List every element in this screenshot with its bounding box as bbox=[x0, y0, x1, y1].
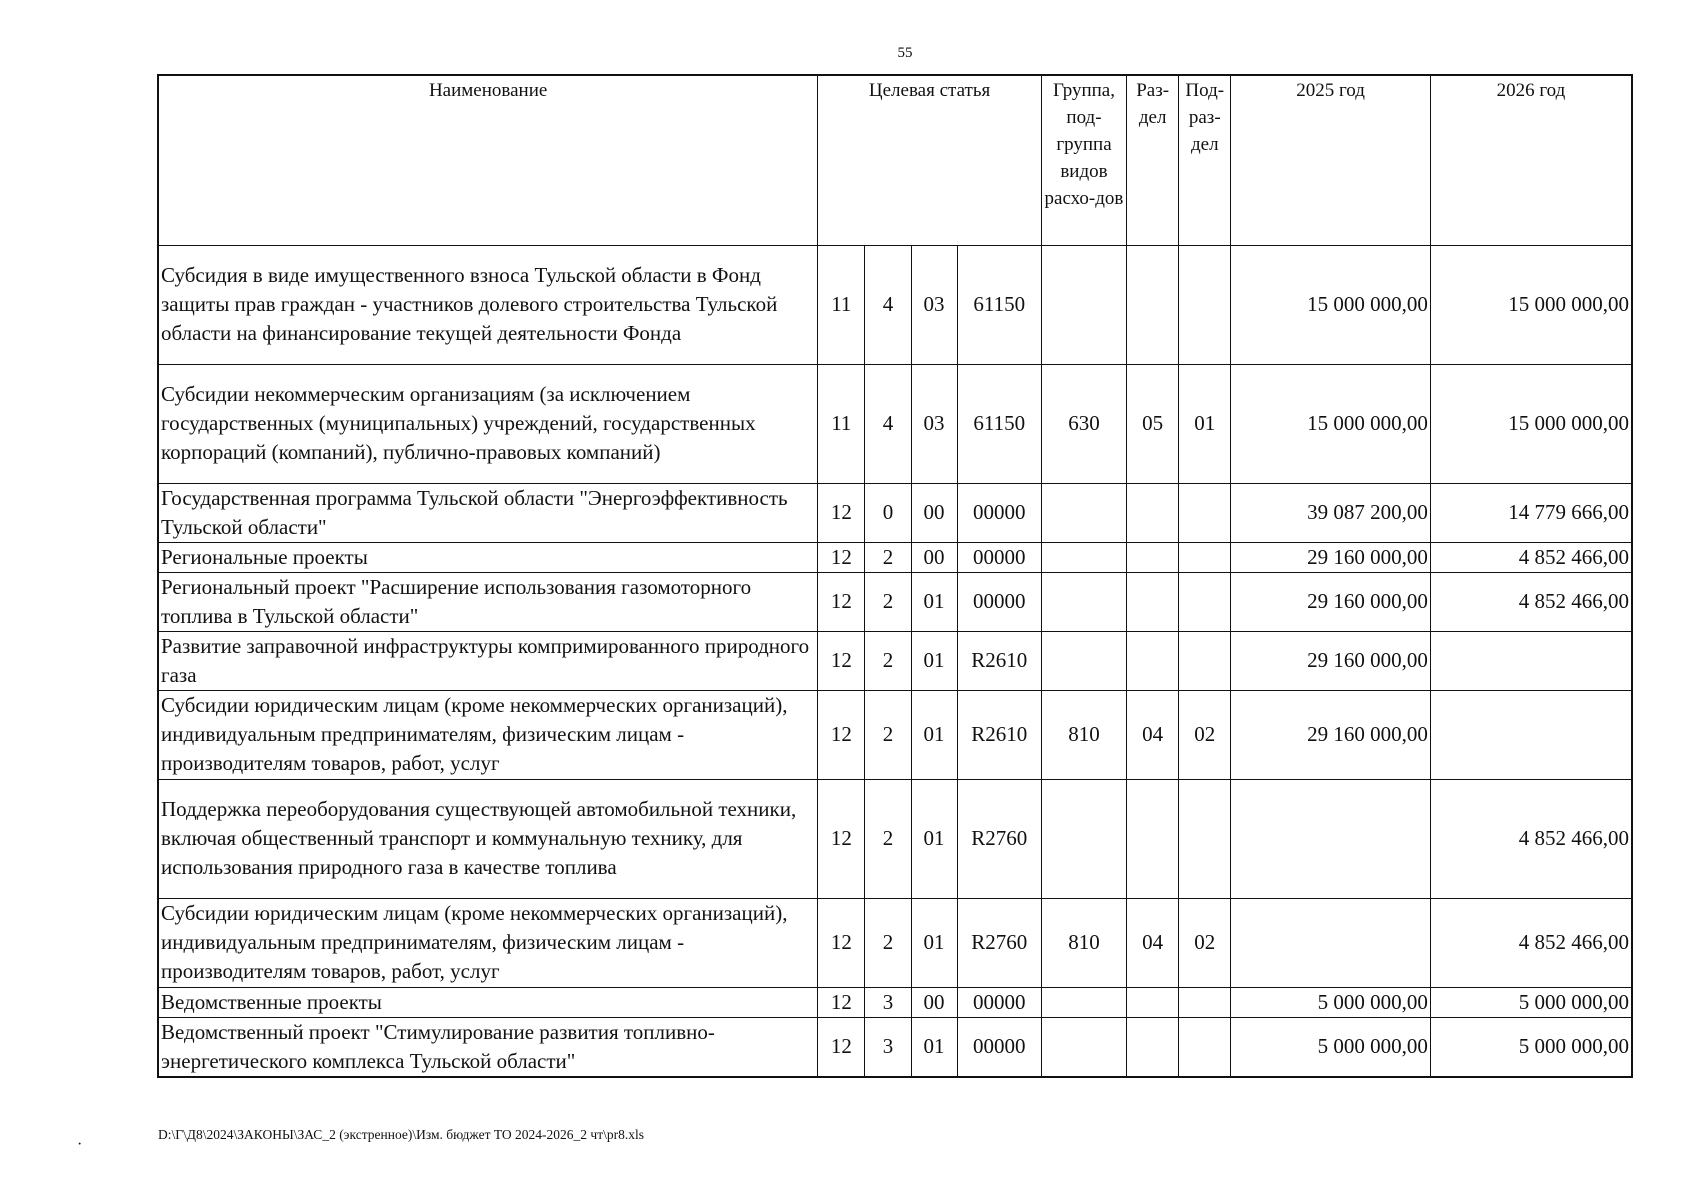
row-amount-2026: 15 000 000,00 bbox=[1430, 364, 1632, 483]
row-section bbox=[1127, 483, 1179, 542]
row-subsection: 01 bbox=[1179, 364, 1231, 483]
row-group bbox=[1041, 245, 1126, 364]
row-amount-2025 bbox=[1231, 779, 1431, 898]
row-name: Государственная программа Тульской области "Энергоэффективность Тульской области" bbox=[158, 483, 818, 542]
footer-file-path: D:\Г\Д8\2024\ЗАКОНЫ\ЗАС_2 (экстренное)\Изм. бюджет ТО 2024-2026_2 чт\pr8.xls bbox=[158, 1127, 644, 1142]
row-amount-2025: 29 160 000,00 bbox=[1231, 690, 1431, 779]
row-subprogram: 2 bbox=[865, 631, 911, 690]
row-group bbox=[1041, 483, 1126, 542]
row-program: 12 bbox=[818, 542, 865, 572]
row-section bbox=[1127, 987, 1179, 1017]
header-subsection: Под-раз-дел bbox=[1179, 75, 1231, 245]
table-row bbox=[158, 690, 1632, 779]
row-program: 12 bbox=[818, 987, 865, 1017]
row-group bbox=[1041, 987, 1126, 1017]
row-subsection bbox=[1179, 245, 1231, 364]
row-section bbox=[1127, 572, 1179, 631]
row-section bbox=[1127, 779, 1179, 898]
row-name: Субсидии юридическим лицам (кроме некоммерческих организаций), индивидуальным предпринимателям, физическим лицам - производителям товаров, работ, услуг bbox=[158, 690, 818, 779]
row-program: 12 bbox=[818, 898, 865, 987]
header-section: Раз-дел bbox=[1127, 75, 1179, 245]
row-element: 01 bbox=[911, 690, 957, 779]
row-group: 810 bbox=[1041, 898, 1126, 987]
budget-table bbox=[157, 74, 1633, 1078]
row-amount-2026: 4 852 466,00 bbox=[1430, 779, 1632, 898]
table-row bbox=[158, 245, 1632, 364]
row-name: Региональный проект "Расширение использования газомоторного топлива в Тульской области" bbox=[158, 572, 818, 631]
row-section: 04 bbox=[1127, 898, 1179, 987]
row-subsection bbox=[1179, 542, 1231, 572]
row-group bbox=[1041, 572, 1126, 631]
row-subprogram: 4 bbox=[865, 245, 911, 364]
row-direction: 00000 bbox=[957, 483, 1041, 542]
row-amount-2026: 4 852 466,00 bbox=[1430, 542, 1632, 572]
row-name: Субсидия в виде имущественного взноса Тульской области в Фонд защиты прав граждан - участников долевого строительства Тульской области на финансирование текущей деятельности Фонда bbox=[158, 245, 818, 364]
row-direction: R2610 bbox=[957, 690, 1041, 779]
row-group bbox=[1041, 1017, 1126, 1077]
row-subprogram: 4 bbox=[865, 364, 911, 483]
row-element: 03 bbox=[911, 245, 957, 364]
row-section bbox=[1127, 1017, 1179, 1077]
row-amount-2026 bbox=[1430, 690, 1632, 779]
row-subprogram: 2 bbox=[865, 898, 911, 987]
row-element: 01 bbox=[911, 898, 957, 987]
table-row bbox=[158, 631, 1632, 690]
row-section: 04 bbox=[1127, 690, 1179, 779]
row-element: 01 bbox=[911, 1017, 957, 1077]
row-amount-2026: 5 000 000,00 bbox=[1430, 987, 1632, 1017]
row-amount-2025: 29 160 000,00 bbox=[1231, 542, 1431, 572]
table-row bbox=[158, 1017, 1632, 1077]
row-program: 12 bbox=[818, 631, 865, 690]
table-row bbox=[158, 898, 1632, 987]
row-subsection bbox=[1179, 987, 1231, 1017]
row-amount-2025: 39 087 200,00 bbox=[1231, 483, 1431, 542]
row-program: 11 bbox=[818, 245, 865, 364]
row-direction: 00000 bbox=[957, 542, 1041, 572]
row-direction: R2760 bbox=[957, 779, 1041, 898]
row-subsection: 02 bbox=[1179, 690, 1231, 779]
row-element: 01 bbox=[911, 779, 957, 898]
row-amount-2026: 15 000 000,00 bbox=[1430, 245, 1632, 364]
row-element: 00 bbox=[911, 483, 957, 542]
header-2025: 2025 год bbox=[1231, 75, 1431, 245]
row-amount-2025 bbox=[1231, 898, 1431, 987]
table-row bbox=[158, 779, 1632, 898]
table-row bbox=[158, 364, 1632, 483]
row-element: 00 bbox=[911, 987, 957, 1017]
row-direction: 00000 bbox=[957, 1017, 1041, 1077]
row-amount-2026: 14 779 666,00 bbox=[1430, 483, 1632, 542]
row-program: 12 bbox=[818, 779, 865, 898]
row-amount-2025: 15 000 000,00 bbox=[1231, 364, 1431, 483]
table-row bbox=[158, 572, 1632, 631]
row-section bbox=[1127, 542, 1179, 572]
table-body bbox=[158, 245, 1632, 1077]
row-subsection bbox=[1179, 779, 1231, 898]
row-name: Региональные проекты bbox=[158, 542, 818, 572]
row-element: 01 bbox=[911, 631, 957, 690]
table-row bbox=[158, 483, 1632, 542]
row-name: Ведомственный проект "Стимулирование развития топливно-энергетического комплекса Тульской области" bbox=[158, 1017, 818, 1077]
row-section bbox=[1127, 245, 1179, 364]
row-amount-2026: 4 852 466,00 bbox=[1430, 898, 1632, 987]
table-row bbox=[158, 542, 1632, 572]
row-element: 00 bbox=[911, 542, 957, 572]
header-target: Целевая статья bbox=[818, 75, 1042, 245]
row-subprogram: 2 bbox=[865, 779, 911, 898]
row-name: Развитие заправочной инфраструктуры компримированного природного газа bbox=[158, 631, 818, 690]
row-amount-2025: 29 160 000,00 bbox=[1231, 572, 1431, 631]
row-direction: R2760 bbox=[957, 898, 1041, 987]
header-name: Наименование bbox=[158, 75, 818, 245]
header-row bbox=[158, 75, 1632, 245]
row-name: Поддержка переоборудования существующей автомобильной техники, включая общественный транспорт и коммунальную технику, для использования природного газа в качестве топлива bbox=[158, 779, 818, 898]
row-group: 810 bbox=[1041, 690, 1126, 779]
row-name: Ведомственные проекты bbox=[158, 987, 818, 1017]
row-direction: 61150 bbox=[957, 364, 1041, 483]
row-subprogram: 2 bbox=[865, 690, 911, 779]
row-direction: R2610 bbox=[957, 631, 1041, 690]
row-element: 03 bbox=[911, 364, 957, 483]
row-subprogram: 3 bbox=[865, 1017, 911, 1077]
row-element: 01 bbox=[911, 572, 957, 631]
row-amount-2026: 5 000 000,00 bbox=[1430, 1017, 1632, 1077]
margin-dot: · bbox=[77, 1136, 83, 1153]
row-program: 12 bbox=[818, 690, 865, 779]
row-subsection: 02 bbox=[1179, 898, 1231, 987]
row-subprogram: 2 bbox=[865, 542, 911, 572]
row-subprogram: 0 bbox=[865, 483, 911, 542]
row-direction: 00000 bbox=[957, 987, 1041, 1017]
row-amount-2026 bbox=[1430, 631, 1632, 690]
row-subsection bbox=[1179, 483, 1231, 542]
row-program: 12 bbox=[818, 483, 865, 542]
row-section bbox=[1127, 631, 1179, 690]
row-subsection bbox=[1179, 572, 1231, 631]
row-group: 630 bbox=[1041, 364, 1126, 483]
table-row bbox=[158, 987, 1632, 1017]
row-subsection bbox=[1179, 631, 1231, 690]
header-group: Группа, под-группа видов расхо-дов bbox=[1041, 75, 1126, 245]
header-2026: 2026 год bbox=[1430, 75, 1632, 245]
page-number: 55 bbox=[897, 45, 913, 61]
row-direction: 00000 bbox=[957, 572, 1041, 631]
row-subprogram: 3 bbox=[865, 987, 911, 1017]
row-amount-2026: 4 852 466,00 bbox=[1430, 572, 1632, 631]
row-subprogram: 2 bbox=[865, 572, 911, 631]
row-amount-2025: 29 160 000,00 bbox=[1231, 631, 1431, 690]
row-group bbox=[1041, 631, 1126, 690]
row-amount-2025: 5 000 000,00 bbox=[1231, 987, 1431, 1017]
row-group bbox=[1041, 779, 1126, 898]
row-direction: 61150 bbox=[957, 245, 1041, 364]
row-group bbox=[1041, 542, 1126, 572]
row-program: 12 bbox=[818, 572, 865, 631]
row-program: 11 bbox=[818, 364, 865, 483]
row-name: Субсидии некоммерческим организациям (за исключением государственных (муниципальных) учреждений, государственных корпораций (компаний), публично-правовых компаний) bbox=[158, 364, 818, 483]
row-subsection bbox=[1179, 1017, 1231, 1077]
row-amount-2025: 15 000 000,00 bbox=[1231, 245, 1431, 364]
row-program: 12 bbox=[818, 1017, 865, 1077]
row-name: Субсидии юридическим лицам (кроме некоммерческих организаций), индивидуальным предпринимателям, физическим лицам - производителям товаров, работ, услуг bbox=[158, 898, 818, 987]
row-amount-2025: 5 000 000,00 bbox=[1231, 1017, 1431, 1077]
row-section: 05 bbox=[1127, 364, 1179, 483]
